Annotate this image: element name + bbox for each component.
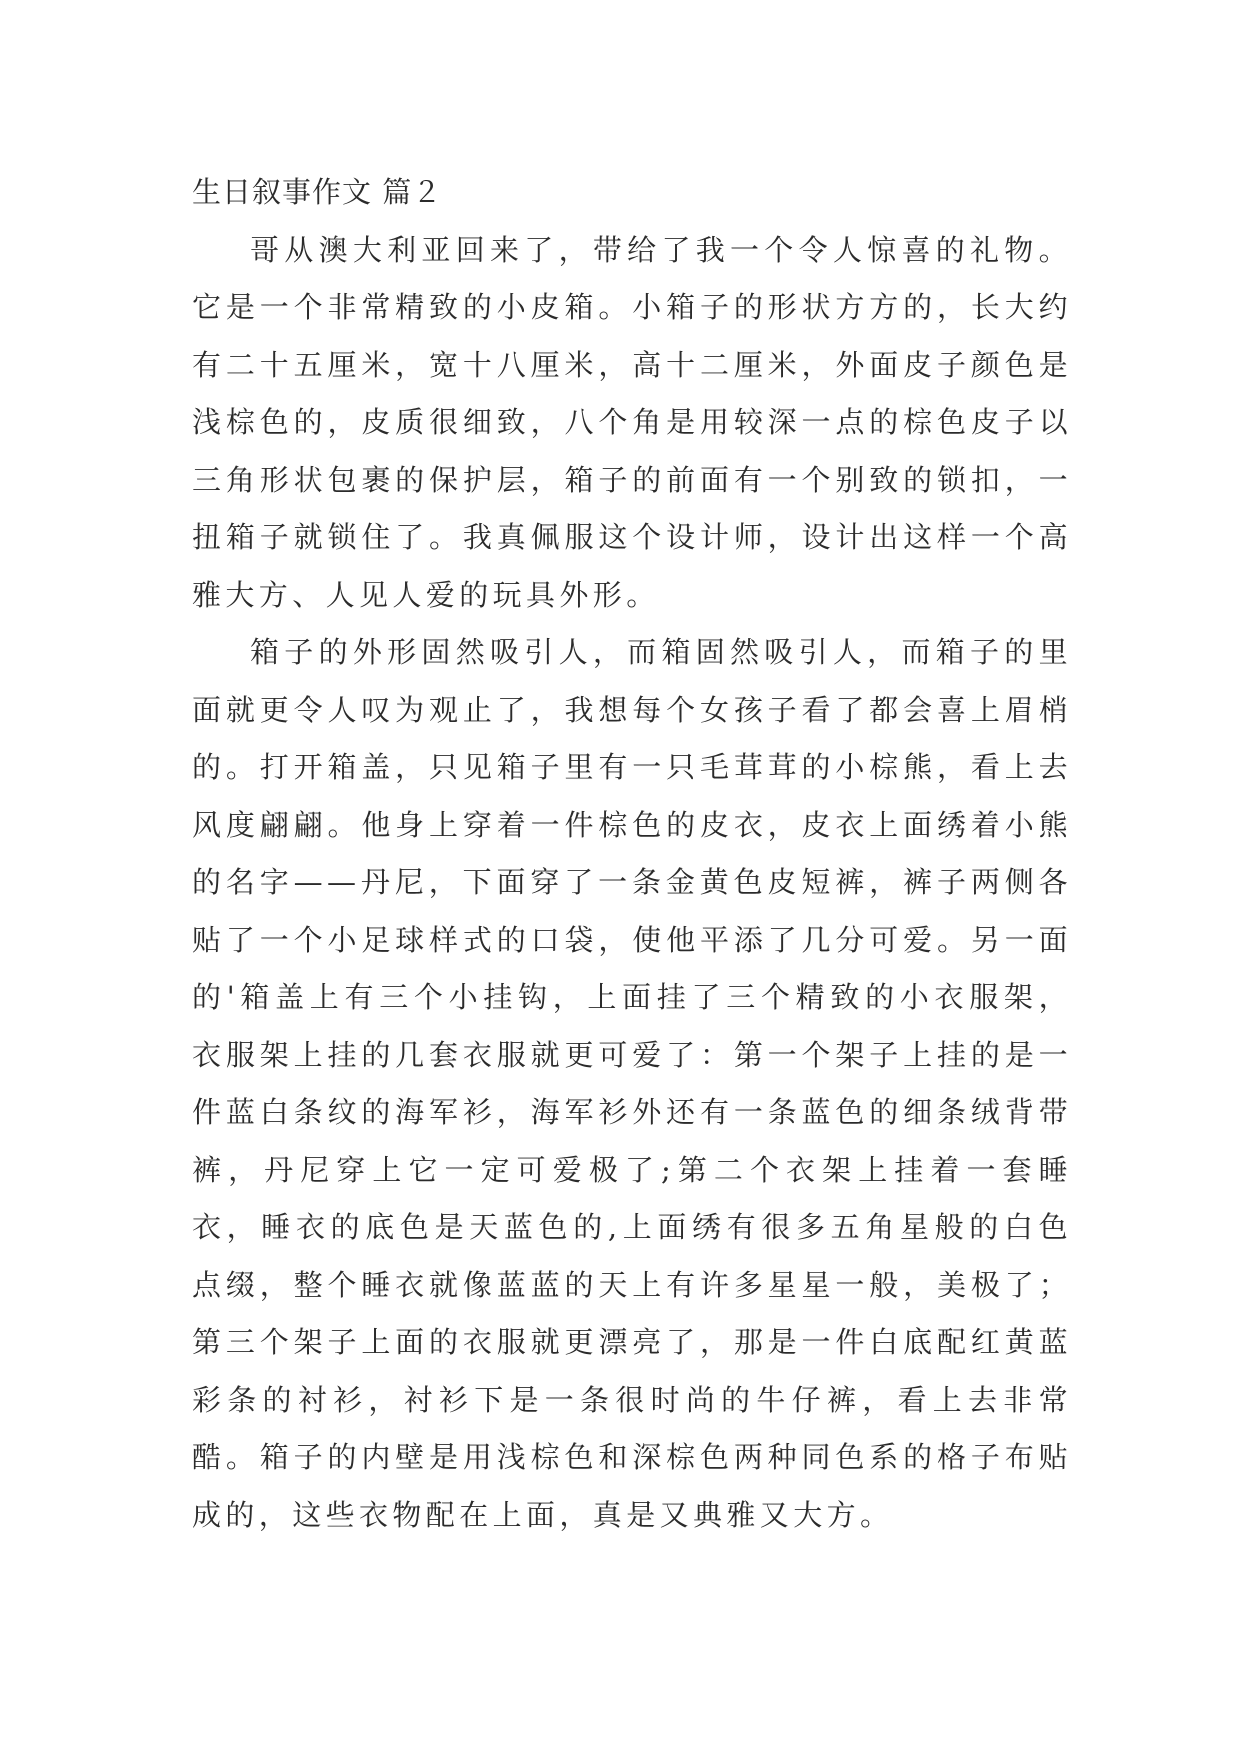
document-title: 生日叙事作文 篇２: [192, 175, 443, 209]
paragraph-gift: 哥从澳大利亚回来了，带给了我一个令人惊喜的礼物。它是一个非常精致的小皮箱。小箱子的形状方方的，长大约有二十五厘米，宽十八厘米，高十二厘米，外面皮子颜色是浅棕色的，皮质很细致，八个角是用较深一点的棕色皮子以三角形状包裹的保护层，箱子的前面有一个别致的锁扣，一扭箱子就锁住了。我真佩服这个设计师，设计出这样一个高雅大方、人见人爱的玩具外形。: [192, 232, 1072, 612]
paragraph-suitcase-interior: 箱子的外形固然吸引人，而箱固然吸引人，而箱子的里面就更令人叹为观止了，我想每个女孩子看了都会喜上眉梢的。打开箱盖，只见箱子里有一只毛茸茸的小棕熊，看上去风度翩翩。他身上穿着一件棕色的皮衣，皮衣上面绣着小熊的名字——丹尼，下面穿了一条金黄色皮短裤，裤子两侧各贴了一个小足球样式的口袋，使他平添了几分可爱。另一面的'箱盖上有三个小挂钩，上面挂了三个精致的小衣服架，衣服架上挂的几套衣服就更可爱了：第一个架子上挂的是一件蓝白条纹的海军衫，海军衫外还有一条蓝色的细条绒背带裤，丹尼穿上它一定可爱极了;第二个衣架上挂着一套睡衣，睡衣的底色是天蓝色的,上面绣有很多五角星般的白色点缀，整个睡衣就像蓝蓝的天上有许多星星一般，美极了；第三个架子上面的衣服就更漂亮了，那是一件白底配红黄蓝彩条的衬衫，衬衫下是一条很时尚的牛仔裤，看上去非常酷。箱子的内壁是用浅棕色和深棕色两种同色系的格子布贴成的，这些衣物配在上面，真是又典雅又大方。: [192, 635, 1072, 1532]
document-body: [192, 164, 1072, 1544]
